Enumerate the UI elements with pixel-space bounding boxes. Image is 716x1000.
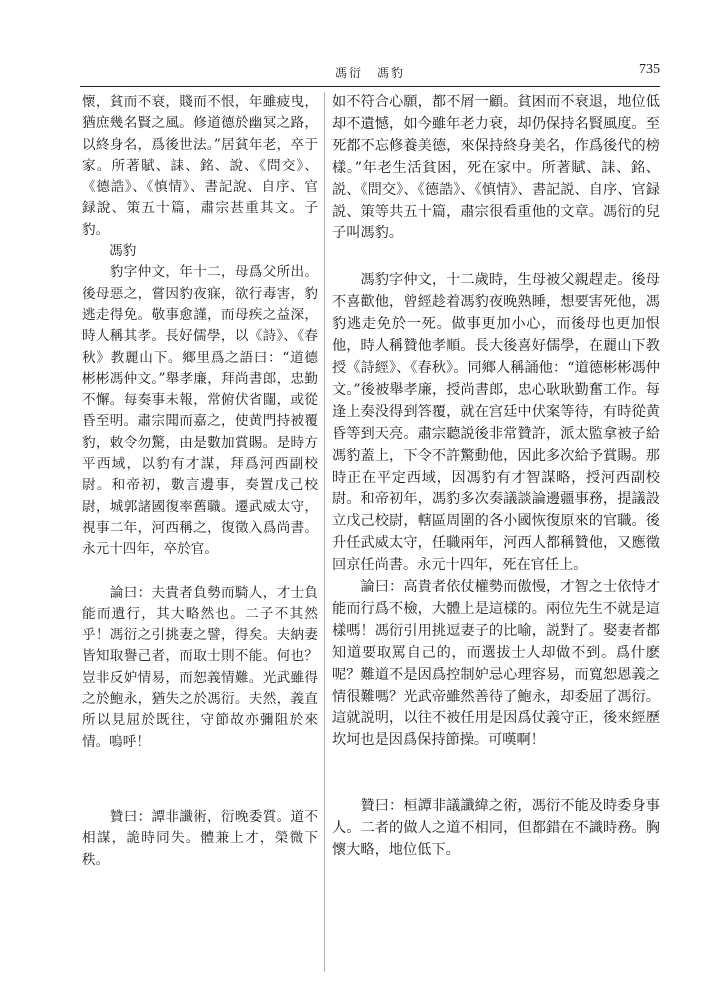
feng-bao-biography: 豹字仲文，年十二，母爲父所出。後母惡之，嘗因豹夜寐，欲行毒害，豹逃走得免。敬事愈謹，而母疾之益深，時人稱其孝。長好儒學，以《詩》、《春秋》教麗山下。鄉里爲之語曰：“道德彬彬馮仲文。”舉孝廉，拜尚書郎，忠勤不懈。每奏事未報，常俯伏省闥，或從昏至明。肅宗聞而嘉之，使黄門持被覆豹，敕令勿驚，由是數加賞賜。是時方平西域，以豹有才謀，拜爲河西副校尉。和帝初，數言邊事，奏置戊己校尉，城郭諸國復率舊職。遷武威太守，視事二年，河西稱之，復徵入爲尚書。永元十四年，卒於官。 [82, 264, 318, 558]
spacer [332, 752, 660, 796]
feng-bao-translation: 馮豹字仲文，十二歲時，生母被父親趕走。後母不喜歡他，曾經趁着馮豹夜晚熟睡，想要害死他，馮豹逃走免於一死。做事更加小心，而後母也更加恨他，時人稱贊他孝順。長大後喜好儒學，在麗山下教授《詩經》、《春秋》。同鄉人稱誦他：“道德彬彬馮仲文。”後被舉孝廉，授尚書郎，忠心耿耿勤奮工作。每逢上奏没得到答覆，就在宫廷中伏案等待，有時從黄昏等到天亮。肅宗聽説後非常贊許，派太監拿被子給馮豹蓋上，下令不許驚動他，因此多次給予賞賜。那時正在平定西域，因馮豹有才智謀略，授河西副校尉。和帝初年，馮豹多次奏議談論邊疆事務，提議設立戊己校尉，轄區周圍的各小國恢復原來的官職。後升任武威太守，任職兩年，河西人都稱贊他，又應徵回京任尚書。永元十四年，死在官任上。 [332, 272, 660, 574]
zan-eulogy: 贊曰：譚非讖術，衍晚委質。道不相謀，詭時同失。體兼上才，榮微下秩。 [82, 808, 318, 868]
column-divider [324, 92, 325, 972]
lun-commentary: 論曰：夫貴者負勢而騎人，才士負能而遺行，其大略然也。二子不其然乎！馮衍之引挑妻之譬，得矣。夫納妻皆知取譽己者，而取士則不能。何也？豈非反妒情易，而恕義情難。光武雖得之於鮑永，猶失之於馮衍。夫然，義直所以見屈於既往，守節故亦彌阻於來情。嗚呼！ [82, 584, 318, 750]
feng-yan-biography-end: 懷，貧而不衰，賤而不恨，年雖疲曳，猶庶幾名賢之風。修道德於幽冥之路，以終身名，爲後世法。”居貧年老，卒于家。所著賦、誄、銘、說、《問交》、《德誥》、《慎情》、書記說、自序、官録說、策五十篇，肅宗甚重其文。子豹。 [82, 94, 318, 238]
spacer [82, 561, 318, 583]
spacer [82, 753, 318, 807]
spacer [332, 245, 660, 270]
feng-bao-heading: 馮豹 [82, 243, 137, 260]
running-title: 馮衍 馮豹 [334, 66, 405, 80]
feng-yan-translation-end: 如不符合心願，都不屑一顧。貧困而不衰退，地位低却不遺憾，如今雖年老力衰，却仍保持名賢風度。至死都不忘修養美德，來保持終身美名，作爲後代的榜樣。”年老生活貧困，死在家中。所著賦、誄、銘、説、《問交》、《德誥》、《慎情》、書記説、自序、官録説、策等共五十篇，肅宗很看重他的文章。馮衍的兒子叫馮豹。 [332, 94, 660, 242]
page-number: 735 [639, 62, 660, 77]
classical-text-column [82, 92, 318, 871]
zan-translation: 贊曰：桓譚非議讖緯之術，馮衍不能及時委身事人。二者的做人之道不相同，但都錯在不識時務。胸懷大略，地位低下。 [332, 798, 660, 859]
lun-translation: 論曰：高貴者依仗權勢而傲慢，才智之士依恃才能而行爲不檢，大體上是這樣的。兩位先生不就是這樣嗎！馮衍引用挑逗妻子的比喻，説對了。娶妻者都知道要取罵自己的，而選拔士人却做不到。爲什麽呢？難道不是因爲控制妒忌心理容易，而寬恕恩義之情很難嗎？光武帝雖然善待了鮑永，却委屈了馮衍。這就説明，以往不被任用是因爲仗義守正，後來經歷坎坷也是因爲保持節操。可嘆啊！ [332, 579, 660, 749]
header-rule [80, 86, 660, 87]
page-header [80, 62, 660, 82]
translation-column [332, 92, 660, 862]
